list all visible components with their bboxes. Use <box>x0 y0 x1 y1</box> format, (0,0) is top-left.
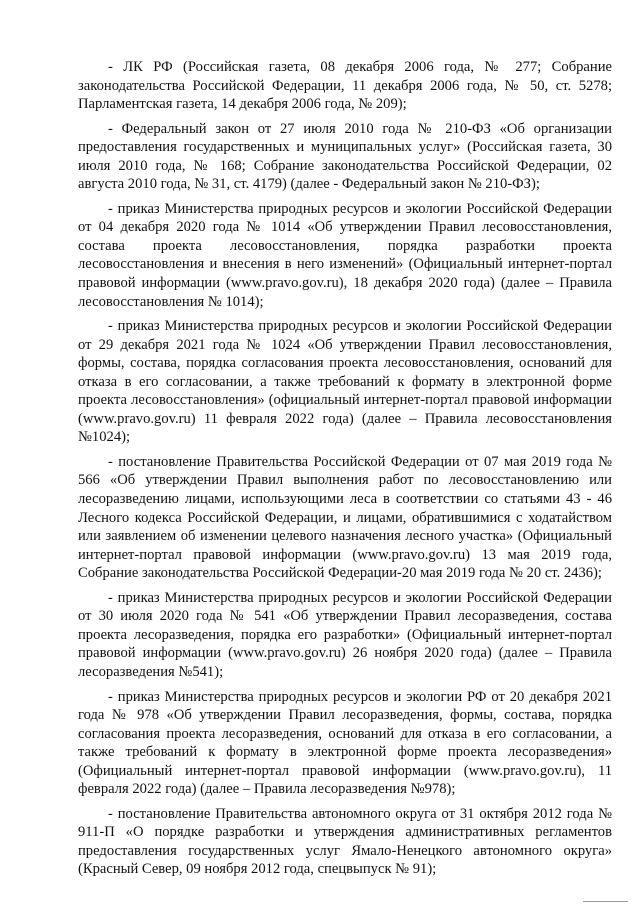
paragraph-resolution-566: - постановление Правительства Российской Федерации от 07 мая 2019 года № 566 «Об утверждении Правил выполнения работ по лесовосстановлению или лесоразведению лицами, использующими леса в соответствии со статьями 43 - 46 Лесного кодекса Российской Федерации, и лицами, обратившимися с ходатайством или заявлением об изменении целевого назначения лесного участка» (Официальный интернет-портал правовой информации (www.pravo.gov.ru) 13 мая 2019 года, Собрание законодательства Российской Федерации-20 мая 2019 года № 20 ст. 2436); <box>78 453 612 582</box>
paragraph-order-541: - приказ Министерства природных ресурсов и экологии Российской Федерации от 30 июля 2020 года № 541 «Об утверждении Правил лесоразведения, состава проекта лесоразведения, порядка его разработки» (Официальный интернет-портал правовой информации (www.pravo.gov.ru) 26 ноября 2020 года) (далее – Правила лесоразведения №541); <box>78 589 612 680</box>
paragraph-lk-rf: - ЛК РФ (Российская газета, 08 декабря 2006 года, № 277; Собрание законодательства Российской Федерации, 11 декабря 2006 года, № 50, ст. 5278; Парламентская газета, 14 декабря 2006 года, № 209); <box>78 59 612 113</box>
document-page <box>78 58 612 885</box>
paragraph-order-978: - приказ Министерства природных ресурсов и экологии РФ от 20 декабря 2021 года № 978 «Об утверждении Правил лесоразведения, формы, состава, порядка согласования проекта лесоразведения, оснований для отказа в его согласовании, а также требований к формату в электронной форме проекта лесоразведения» (Официальный интернет-портал правовой информации (www.pravo.gov.ru), 11 февраля 2022 года) (далее – Правила лесоразведения №978); <box>78 688 612 798</box>
page-corner-divider <box>583 901 628 902</box>
paragraph-order-1014: - приказ Министерства природных ресурсов и экологии Российской Федерации от 04 декабря 2020 года № 1014 «Об утверждении Правил лесовосстановления, состава проекта лесовосстановления, порядка разработки проекта лесовосстановления и внесения в него изменений» (Официальный интернет-портал правовой информации (www.pravo.gov.ru), 18 декабря 2020 года) (далее – Правила лесовосстановления № 1014); <box>78 200 612 310</box>
paragraph-resolution-911p: - постановление Правительства автономного округа от 31 октября 2012 года № 911-П «О порядке разработки и утверждения административных регламентов предоставления государственных услуг Ямало-Ненецкого автономного округа» (Красный Север, 09 ноября 2012 года, спецвыпуск № 91); <box>78 805 612 878</box>
paragraph-federal-law-210: - Федеральный закон от 27 июля 2010 года № 210-ФЗ «Об организации предоставления государственных и муниципальных услуг» (Российская газета, 30 июля 2010 года, № 168; Собрание законодательства Российской Федерации, 02 августа 2010 года, № 31, ст. 4179) (далее - Федеральный закон № 210-ФЗ); <box>78 120 612 193</box>
paragraph-order-1024: - приказ Министерства природных ресурсов и экологии Российской Федерации от 29 декабря 2021 года № 1024 «Об утверждении Правил лесовосстановления, формы, состава, порядка согласования проекта лесовосстановления, оснований для отказа в его согласовании, а также требований к формату в электронной форме проекта лесовосстановления» (официальный интернет-портал правовой информации (www.pravo.gov.ru) 11 февраля 2022 года) (далее – Правила лесовосстановления №1024); <box>78 318 612 446</box>
